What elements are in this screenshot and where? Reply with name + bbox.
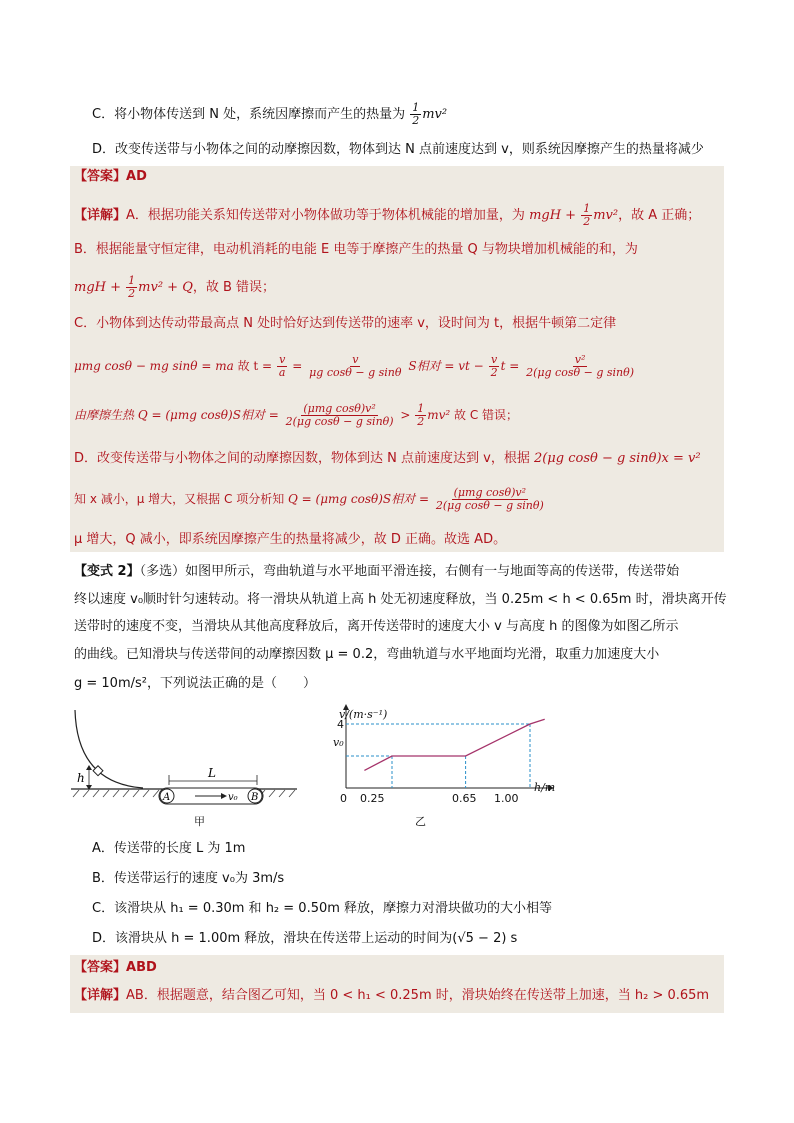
variant-line-1: 【变式 2】（多选）如图甲所示，弯曲轨道与水平地面平滑连接，右侧有一与地面等高的传送带，传送带始 — [74, 564, 680, 579]
y-tick-v0: v₀ — [333, 736, 344, 749]
option-b: B．传送带运行的速度 v₀为 3m/s — [92, 871, 285, 886]
option-c: C．该滑块从 h₁ = 0.30m 和 h₂ = 0.50m 释放，摩擦力对滑块做功的大小相等 — [92, 901, 553, 916]
option-d-top: D．改变传送带与小物体之间的动摩擦因数，物体到达 N 点前速度达到 v，则系统因摩擦产生的热量将减少 — [92, 142, 704, 157]
option-d: D．该滑块从 h = 1.00m 释放，滑块在传送带上运动的时间为(√5 − 2) s — [92, 931, 518, 946]
chart-series-line — [364, 719, 544, 770]
option-c-top — [92, 102, 447, 127]
caption-yi: 乙 — [415, 815, 426, 828]
detail-d: D．改变传送带与小物体之间的动摩擦因数，物体到达 N 点前速度达到 v，根据 2(μg cosθ − g sinθ)x = v² — [74, 451, 701, 466]
y-tick-4: 4 — [337, 718, 344, 731]
option-c-text: C．将小物体传送到 N 处，系统因摩擦而产生的热量为 — [92, 107, 406, 122]
figure-jia — [65, 705, 305, 825]
detail-c-heat: 由摩擦生热 Q = (μmg cosθ)S相对 = $\frac{\text{(μmg cosθ)v²}}{\text{2(μg cosθ − g sinθ)}}$ > $\frac{1}{2}$ mv² 故 C 错误； — [74, 402, 519, 428]
x-tick-025: 0.25 — [360, 792, 385, 805]
x-axis-label: h/m — [534, 781, 556, 794]
variant-line-4: 的曲线。已知滑块与传送带间的动摩擦因数 μ = 0.2，弯曲轨道与水平地面均光滑，取重力加速度大小 — [74, 647, 660, 662]
variant-line-3: 送带时的速度不变，当滑块从其他高度释放后，离开传送带时的速度大小 v 与高度 h 的图像为如图乙所示 — [74, 619, 679, 634]
caption-jia: 甲 — [194, 815, 205, 828]
detail-a: 【详解】A．根据功能关系知传送带对小物体做功等于物体机械能的增加量，为 mgH + $\frac{1}{2}$ mv²，故 A 正确； — [74, 202, 701, 228]
label-h: h — [77, 771, 85, 785]
variant-line-2: 终以速度 v₀顺时针匀速转动。将一滑块从轨道上高 h 处无初速度释放，当 0.25m < h < 0.65m 时，滑块离开传 — [74, 592, 727, 607]
detail-b-expr: mgH + $\frac{1}{2}$ mv² + Q，故 B 错误； — [74, 274, 276, 300]
x-tick-100: 1.00 — [494, 792, 519, 805]
variant-line-5: g = 10m/s²，下列说法正确的是（ ） — [74, 676, 316, 691]
detail-c: C．小物体到达传动带最高点 N 处时恰好达到传送带的速率 v，设时间为 t，根据牛顿第二定律 — [74, 316, 617, 331]
detail-c-eq1: μmg cosθ − mg sinθ = ma 故 t = $\frac{v}{a}$ = $\frac{v}{\text{μg cosθ − g sinθ}}$ S相对 = vt − $\frac{v}{2}$ t = $\frac{\text{v²}}{\text{2(μg cosθ − g sinθ)}}$ — [74, 353, 635, 379]
detail2-line: 【详解】AB．根据题意，结合图乙可知，当 0 < h₁ < 0.25m 时，滑块始终在传送带上加速，当 h₂ > 0.65m — [74, 988, 710, 1003]
option-c-expr: mv² — [422, 107, 448, 122]
detail-d-line2: 知 x 减小，μ 增大，又根据 C 项分析知 Q = (μmg cosθ)S相对 = $\frac{\text{(μmg cosθ)v²}}{\text{2(μg cosθ − g sinθ)}}$ — [74, 486, 544, 512]
label-A: A — [163, 792, 171, 803]
detail-d-line3: μ 增大，Q 减小，即系统因摩擦产生的热量将减少，故 D 正确。故选 AD。 — [74, 532, 507, 547]
x-tick-065: 0.65 — [452, 792, 477, 805]
label-L: L — [208, 766, 216, 780]
answer-line-2: 【答案】ABD — [74, 960, 157, 975]
answer-line-1: 【答案】AD — [74, 169, 147, 184]
x-tick-origin: 0 — [340, 792, 347, 805]
label-v0: v₀ — [228, 792, 238, 803]
y-axis-label: v/(m·s⁻¹) — [339, 708, 388, 721]
fraction-half: $\frac{1}{2}$ — [412, 101, 420, 127]
option-a: A．传送带的长度 L 为 1m — [92, 841, 246, 856]
detail-b: B．根据能量守恒定律，电动机消耗的电能 E 电等于摩擦产生的热量 Q 与物块增加机械能的和，为 — [74, 242, 638, 257]
label-B: B — [251, 792, 259, 803]
